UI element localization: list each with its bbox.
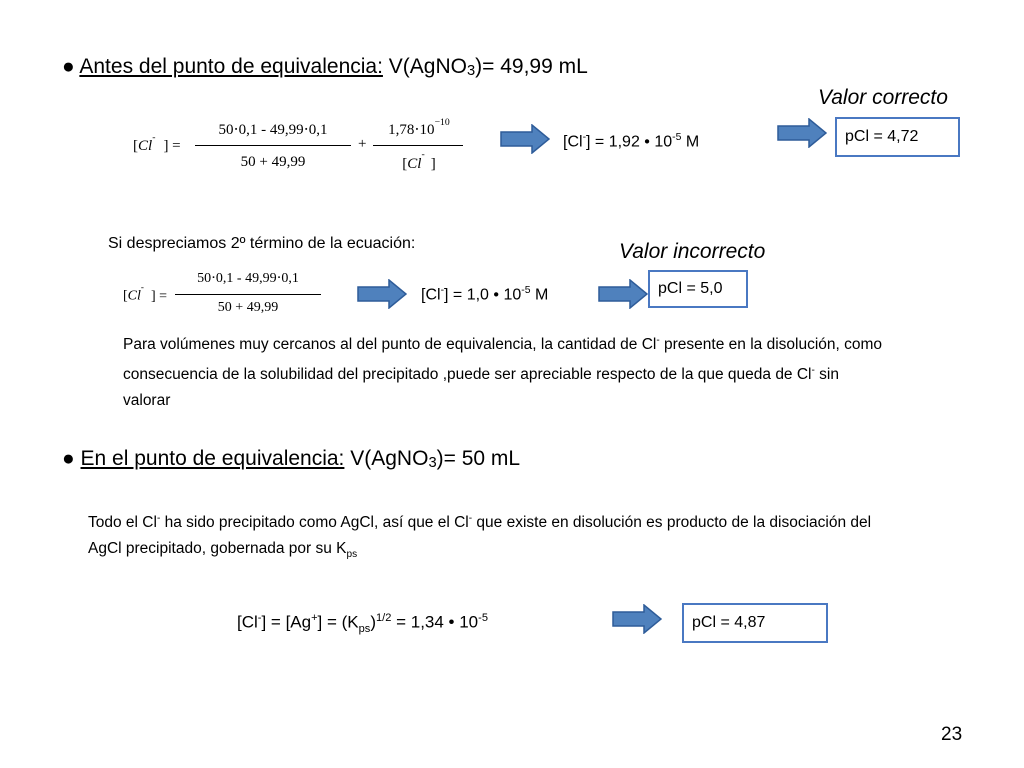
- bullet: ●: [62, 55, 75, 78]
- bullet: ●: [62, 447, 75, 470]
- fraction-numerator: 50⋅0,1 - 49,99⋅0,1: [197, 271, 299, 286]
- arrow-right-icon: [612, 604, 662, 634]
- section1-heading: [62, 55, 588, 79]
- fraction2-bar: [373, 145, 463, 146]
- formula-plus: +: [358, 136, 367, 152]
- section2-heading: ● En el punto de equivalencia: V(AgNO$_3$)= 50 mL: [62, 447, 521, 471]
- fraction2-denominator: [Cl-]: [402, 149, 436, 172]
- formula-full: [133, 112, 473, 182]
- arrow-right-icon: [357, 279, 407, 309]
- fraction2-num-exp: −10: [434, 117, 450, 128]
- equivalence-paragraph: Todo el Cl- ha sido precipitado como AgCl, así que el Cl- que existe en disolución es producto de la disociación del AgCl precipitado, gobernada por su $K_{ps}$: [88, 513, 872, 561]
- fraction-bar: [175, 294, 321, 295]
- page-number: 23: [941, 724, 963, 745]
- formula-simplified: [Cl-] = 50⋅0,1 - 49,99⋅0,1 50 + 49,99: [123, 266, 333, 326]
- arrow-right-icon: [500, 124, 550, 154]
- formula-lhs-open: [: [133, 138, 138, 154]
- formula-lhs-close: ] =: [163, 138, 181, 154]
- heading-subscript: 3: [466, 63, 476, 79]
- result2-text: [Cl-] = 1,0 • $10^{-5}$ M: [421, 285, 549, 304]
- pcl-box-equivalence: pCl = 4,87: [682, 603, 828, 643]
- heading-underlined: En el punto de equivalencia:: [80, 447, 345, 470]
- incorrect-value-label: Valor incorrecto: [619, 240, 766, 263]
- fraction1-numerator: 50⋅0,1 - 49,99⋅0,1: [218, 122, 328, 138]
- neglect-text: Si despreciamos 2º término de la ecuación:: [108, 235, 416, 252]
- pcl-box-correct: pCl = 4,72: [835, 117, 960, 157]
- fraction2-numerator: [369, 117, 469, 139]
- heading-volume-suffix: )= 49,99 mL: [475, 55, 588, 78]
- pcl-box-incorrect: pCl = 5,0: [648, 270, 748, 308]
- formula-lhs-sup: -: [152, 132, 156, 143]
- heading-underlined: Antes del punto de equivalencia:: [79, 55, 383, 78]
- result1-text: [Cl-] = 1,92 • $10^{-5}$ M: [563, 132, 700, 151]
- arrow-right-icon: [777, 118, 827, 148]
- heading-volume-prefix: V(AgNO: [388, 55, 467, 78]
- equivalence-equation: $[Cl^-] = [Ag^+] = (K_{ps})^{1/2} = 1,34$ • $10^{-5}$: [237, 612, 488, 636]
- fraction-denominator: 50 + 49,99: [217, 300, 279, 315]
- fraction1-denominator: 50 + 49,99: [240, 154, 306, 170]
- correct-value-label: Valor correcto: [818, 86, 948, 109]
- arrow-right-icon: [598, 279, 648, 309]
- fraction2-num-base: 1,78⋅10: [388, 122, 435, 138]
- formula-lhs-var: Cl: [138, 138, 153, 154]
- explanation-paragraph: Para volúmenes muy cercanos al del punto de equivalencia, la cantidad de Cl- presente en la disolución, como consecuencia de la solubilidad del precipitado ,puede ser apreciable respecto de la que queda de Cl- sin valorar: [123, 335, 883, 410]
- fraction1-bar: [195, 145, 351, 146]
